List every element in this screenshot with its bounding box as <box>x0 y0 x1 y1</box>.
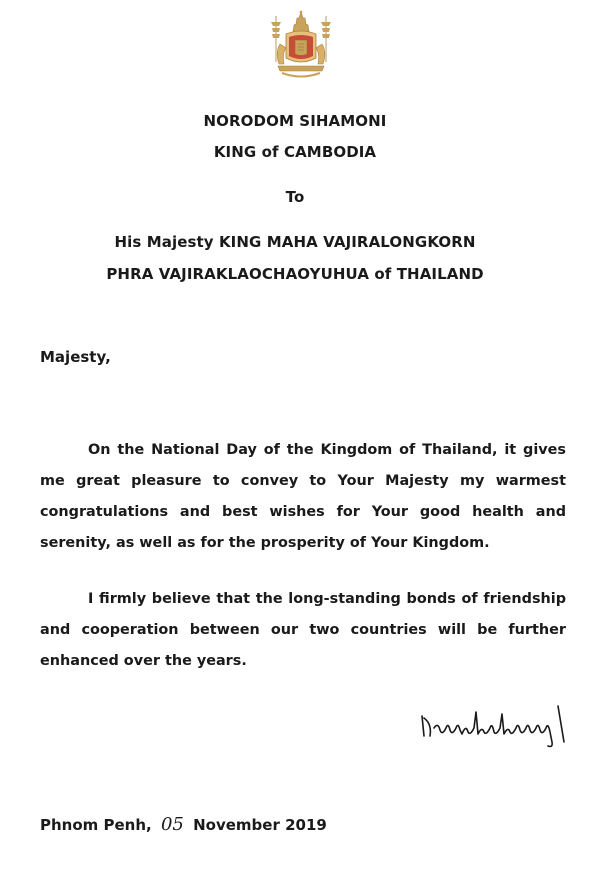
to-label: To <box>285 188 305 206</box>
place: Phnom Penh, <box>40 816 152 834</box>
day-handwritten: 05 <box>160 814 184 835</box>
body-paragraph-2: I firmly believe that the long-standing bonds of friendship and cooperation between our two countries will be further enhanced over the years. <box>40 591 566 669</box>
sender-name: NORODOM SIHAMONI <box>203 112 387 130</box>
recipient-line-2: PHRA VAJIRAKLAOCHAOYUHUA of THAILAND <box>106 265 484 283</box>
royal-arms-of-cambodia-icon <box>262 8 340 86</box>
body-paragraph-1: On the National Day of the Kingdom of Thailand, it gives me great pleasure to convey to Your Majesty my warmest congratulations and best wishes for Your good health and serenity, as well as for the prosperity of Your Kingdom. <box>40 442 566 551</box>
month-year: November 2019 <box>193 816 327 834</box>
handwritten-signature-icon <box>418 702 574 750</box>
sender-title: KING of CAMBODIA <box>213 143 377 161</box>
recipient-line-1: His Majesty KING MAHA VAJIRALONGKORN <box>114 233 476 251</box>
salutation: Majesty, <box>40 348 111 366</box>
place-and-date <box>40 814 327 835</box>
